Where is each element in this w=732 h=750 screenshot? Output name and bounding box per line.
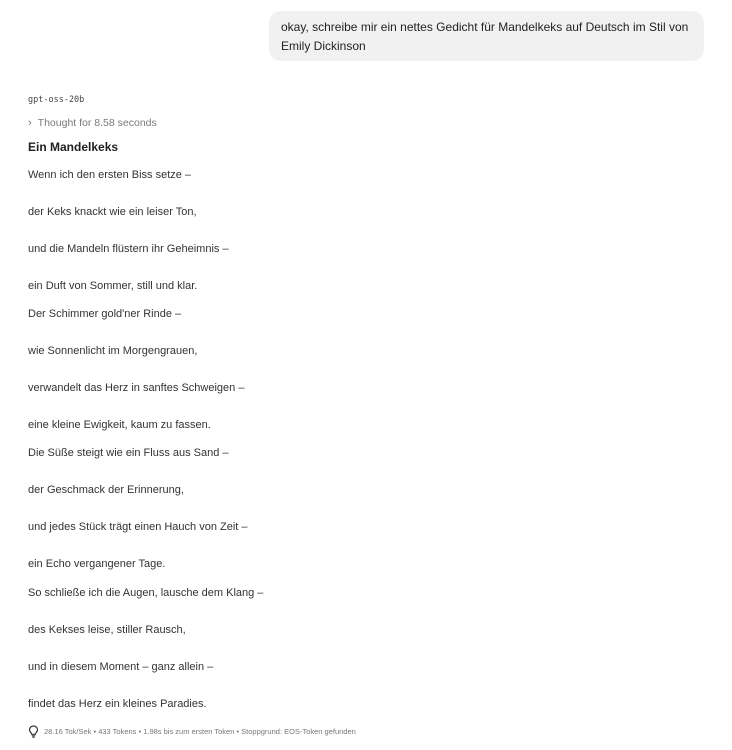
poem-line: Die Süße steigt wie ein Fluss aus Sand – — [28, 447, 229, 459]
poem-line: Wenn ich den ersten Biss setze – — [28, 169, 192, 181]
user-message-bubble: okay, schreibe mir ein nettes Gedicht für Mandelkeks auf Deutsch im Stil von Emily Dickinson — [269, 11, 704, 61]
model-name-label: gpt-oss-20b — [28, 95, 85, 105]
thought-toggle[interactable] — [28, 116, 157, 130]
stats-text: 28.16 Tok/Sek • 433 Tokens • 1.98s bis zum ersten Token • Stoppgrund: EOS-Token gefunden — [44, 726, 356, 736]
poem-line: ein Duft von Sommer, still und klar. — [28, 280, 198, 292]
poem-line: und jedes Stück trägt einen Hauch von Zeit – — [28, 521, 248, 533]
poem-line: wie Sonnenlicht im Morgengrauen, — [28, 345, 198, 357]
poem-line: des Kekses leise, stiller Rausch, — [28, 624, 186, 636]
poem-line: So schließe ich die Augen, lausche dem Klang – — [28, 587, 264, 599]
poem-line: und in diesem Moment – ganz allein – — [28, 661, 214, 673]
poem-line: der Keks knackt wie ein leiser Ton, — [28, 206, 197, 218]
poem-title: Ein Mandelkeks — [28, 140, 119, 154]
thought-label: Thought for 8.58 seconds — [37, 117, 157, 129]
chevron-right-icon: › — [28, 116, 32, 129]
poem-line: findet das Herz ein kleines Paradies. — [28, 698, 207, 710]
poem-line: Der Schimmer gold'ner Rinde – — [28, 308, 182, 320]
poem-line: der Geschmack der Erinnerung, — [28, 484, 184, 496]
poem-line: ein Echo vergangener Tage. — [28, 558, 166, 570]
poem-line: eine kleine Ewigkeit, kaum zu fassen. — [28, 419, 211, 431]
generation-stats — [28, 724, 356, 738]
poem-line: und die Mandeln flüstern ihr Geheimnis – — [28, 243, 229, 255]
lightbulb-icon — [28, 725, 39, 738]
poem-line: verwandelt das Herz in sanftes Schweigen – — [28, 382, 245, 394]
